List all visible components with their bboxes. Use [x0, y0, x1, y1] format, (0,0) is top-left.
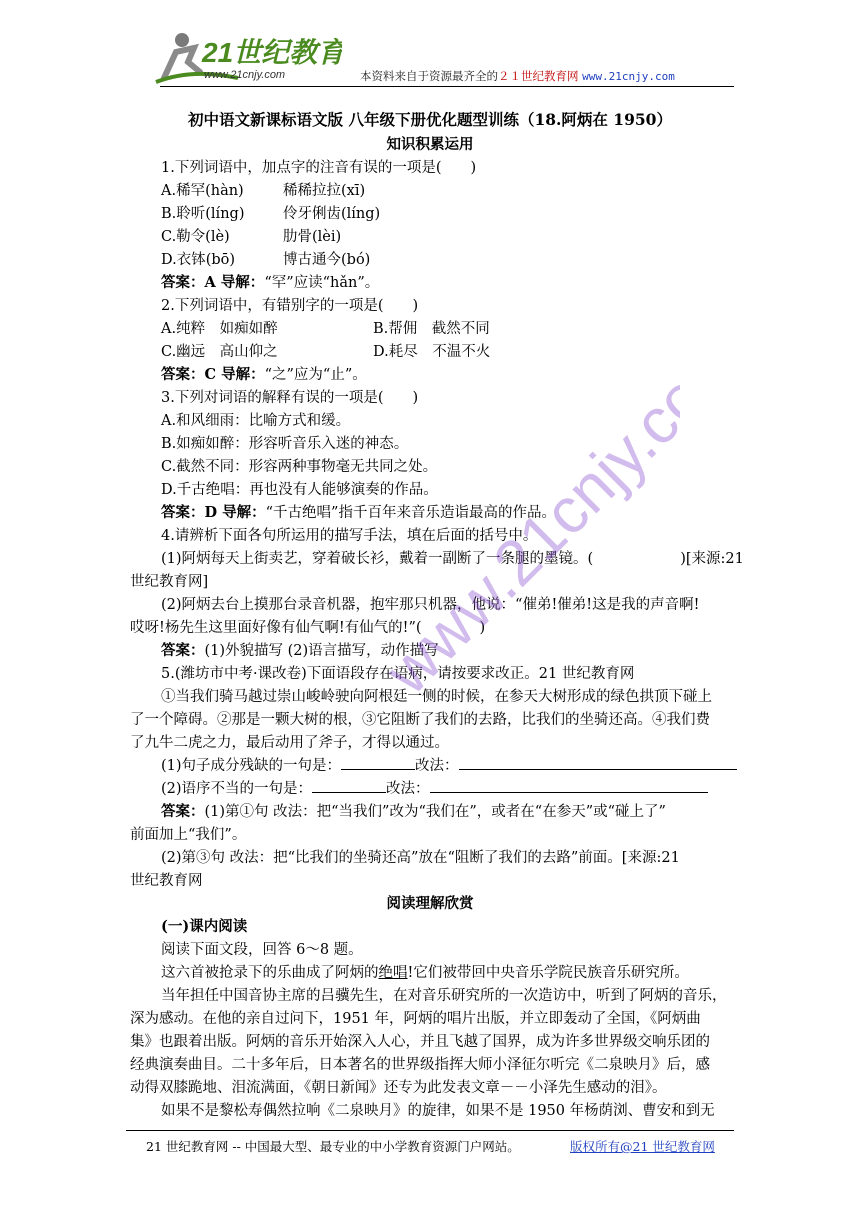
q1-option-b-2: 伶牙俐齿(líng): [283, 206, 381, 222]
q3-option-d: D.千古绝唱：再也没有人能够演奏的作品。: [161, 482, 438, 498]
answer-blank[interactable]: [459, 757, 737, 770]
question-5: 5.(潍坊市中考·课改卷)下面语段存在语病，请按要求改正。21 世纪教育网: [161, 666, 635, 682]
reading-subheading: (一)课内阅读: [161, 918, 248, 935]
section-heading-knowledge: 知识积累运用: [386, 136, 474, 153]
reading-paragraph-2-line-3: 集》也跟着出版。阿炳的音乐开始深入人心，并且飞越了国界，成为许多世界级交响乐团的: [130, 1034, 710, 1050]
question-4: 4.请辨析下面各句所运用的描写手法，填在后面的括号中。: [161, 528, 538, 544]
question-2: 2.下列词语中，有错别字的一项是( ): [161, 298, 419, 314]
q5-sub-2: (2)语序不当的一句是： 改法：: [161, 777, 708, 798]
q2-option-b: B.帮佣 截然不同: [373, 321, 490, 337]
q2-option-d: D.耗尽 不温不火: [373, 344, 491, 360]
footer-copyright-link[interactable]: 版权所有@21 世纪教育网: [570, 1139, 715, 1154]
q4-item-1-cont: 世纪教育网]: [130, 574, 209, 590]
watermark-text: www.21cnjy.com: [371, 345, 680, 708]
reading-paragraph-2-line-5: 动得双膝跪地、泪流满面，《朝日新闻》还专为此发表文章－－小泽先生感动的泪》。: [130, 1080, 667, 1096]
q1-option-c-2: 肋骨(lèi): [283, 229, 342, 245]
answer-blank[interactable]: [430, 780, 708, 793]
answer-blank[interactable]: [341, 757, 415, 770]
q3-option-b: B.如痴如醉：形容听音乐入迷的神态。: [161, 436, 409, 452]
answer-3: 答案：D 导解：“千古绝唱”指千百年来音乐造诣最高的作品。: [161, 504, 556, 521]
q4-item-2-cont: 哎呀!杨先生这里面好像有仙气啊!有仙气的!”( ): [130, 620, 486, 636]
answer-5-part-2-cont: 世纪教育网: [130, 873, 203, 889]
reading-paragraph-1: 这六首被抢录下的乐曲成了阿炳的绝唱!它们被带回中央音乐学院民族音乐研究所。: [161, 965, 689, 981]
answer-2: 答案：C 导解：“之”应为“止”。: [161, 366, 367, 383]
answer-4: 答案：(1)外貌描写 (2)语言描写，动作描写: [161, 642, 439, 659]
reading-paragraph-2-line-4: 经典演奏曲目。二十多年后，日本著名的世界级指挥大师小泽征尔听完《二泉映月》后，感: [130, 1057, 710, 1073]
q1-option-a: A.稀罕(hàn): [161, 183, 244, 199]
q2-option-a: A.纯粹 如痴如醉: [161, 321, 278, 337]
q3-option-c: C.截然不同：形容两种事物毫无共同之处。: [161, 459, 438, 475]
logo-url: www.21cnjy.com: [204, 69, 286, 81]
question-3: 3.下列对词语的解释有误的一项是( ): [161, 390, 419, 406]
header-notice: 本资料来自于资源最齐全的２１世纪教育网 www.21cnjy.com: [360, 69, 675, 83]
q1-option-a-2: 稀稀拉拉(xī): [283, 183, 366, 199]
q2-option-c: C.幽远 高山仰之: [161, 344, 278, 360]
q1-option-b: B.聆听(líng): [161, 206, 245, 222]
q1-option-d: D.衣钵(bō): [161, 252, 236, 268]
answer-1: 答案：A 导解：“罕”应读“hǎn”。: [161, 274, 380, 291]
q5-passage-line-1: ①当我们骑马越过崇山峻岭驶向阿根廷一侧的时候，在参天大树形成的绿色拱顶下碰上: [161, 689, 712, 705]
q4-item-2: (2)阿炳去台上摸那台录音机器，抱牢那只机器，他说：“催弟!催弟!这是我的声音啊!: [161, 597, 700, 613]
reading-paragraph-2-line-2: 深为感动。在他的亲自过问下，1951 年，阿炳的唱片出版，并立即轰动了全国，《阿炳曲: [130, 1011, 701, 1027]
q1-option-c: C.勒令(lè): [161, 229, 230, 245]
question-1: 1.下列词语中，加点字的注音有误的一项是( ): [161, 160, 477, 176]
document-title: 初中语文新课标语文版 八年级下册优化题型训练（18.阿炳在 1950）: [188, 110, 672, 129]
reading-paragraph-3-line-1: 如果不是黎松寿偶然拉响《二泉映月》的旋律，如果不是 1950 年杨荫浏、曹安和到无: [161, 1103, 715, 1119]
answer-blank[interactable]: [312, 780, 386, 793]
reading-paragraph-2-line-1: 当年担任中国音协主席的吕骥先生，在对音乐研究所的一次造访中，听到了阿炳的音乐，: [161, 988, 727, 1004]
reading-intro: 阅读下面文段，回答 6～8 题。: [161, 942, 363, 958]
q5-sub-1: (1)句子成分残缺的一句是： 改法：: [161, 754, 737, 775]
answer-5-part-1: 答案：(1)第①句 改法：把“当我们”改为“我们在”，或者在“在参天”或“碰上了”: [161, 803, 666, 820]
q1-option-d-2: 博古通今(bó): [283, 252, 371, 268]
logo-text: 21世纪教育: [202, 37, 342, 68]
q4-item-1: (1)阿炳每天上街卖艺，穿着破长衫，戴着一副断了一条腿的墨镜。( )[来源:21: [161, 551, 744, 567]
site-logo: [142, 28, 342, 90]
section-heading-reading: 阅读理解欣赏: [386, 895, 474, 912]
q3-option-a: A.和风细雨：比喻方式和缓。: [161, 413, 351, 429]
q5-passage-line-3: 了九牛二虎之力，最后动用了斧子，才得以通过。: [130, 735, 449, 751]
footer-divider: [126, 1130, 734, 1131]
answer-5-part-1-cont: 前面加上“我们”。: [130, 827, 247, 843]
answer-5-part-2: (2)第③句 改法：把“比我们的坐骑还高”放在“阻断了我们的去路”前面。[来源:21: [161, 850, 680, 866]
footer-text: 21 世纪教育网 -- 中国最大型、最专业的中小学教育资源门户网站。: [146, 1139, 520, 1154]
header-divider: [160, 86, 734, 87]
q5-passage-line-2: 了一个障碍。②那是一颗大树的根，③它阻断了我们的去路，比我们的坐骑还高。④我们费: [130, 712, 710, 728]
